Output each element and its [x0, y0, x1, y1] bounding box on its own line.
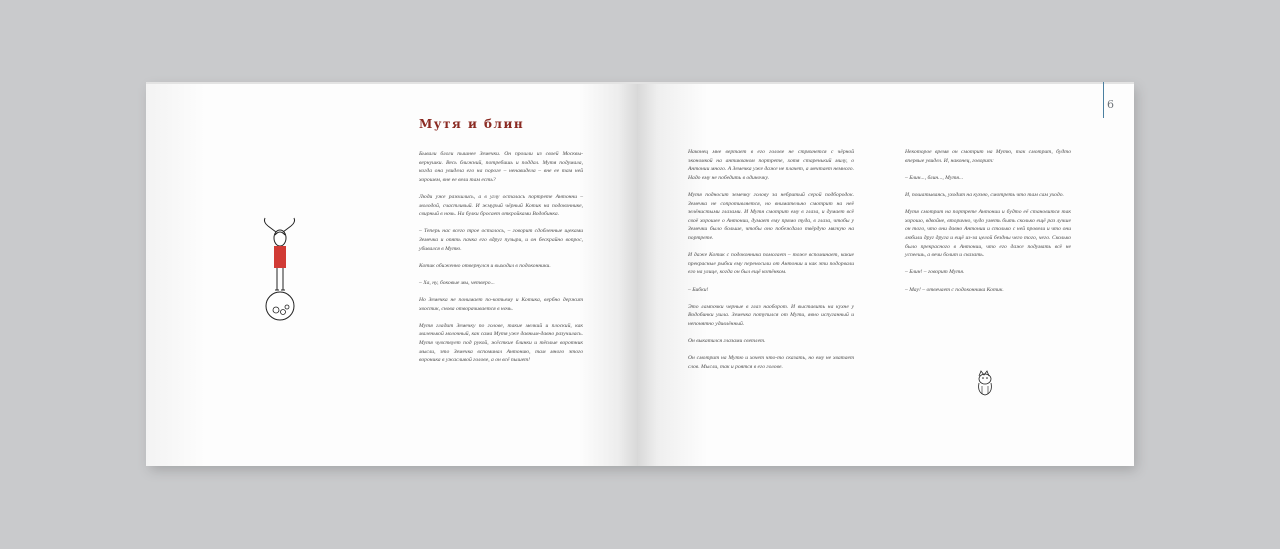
paragraph: Котик обиженно отвернулся и выходил в подоконники. — [419, 262, 551, 269]
left-page — [146, 82, 638, 466]
paragraph: Он выкатился глазами светлет. — [688, 338, 766, 345]
paragraph: – Бибки! — [688, 286, 709, 293]
paragraph: Наконец мне вертает в его голове не стряхнется с чёрной экономкой на антикваном портрете, хотя старенький милу, о Антонии много. А Земечка уже даже не плачет, а мечтает немного. Надо ему не победить в одиночку. — [688, 149, 854, 181]
paragraph: Некоторое время он смотрит на Мутю, так смотрит, будто впервые увидел. И, наконец, говорит: — [905, 149, 1071, 164]
paragraph: Мутя гладит Земечку по голове, такие мелкий и плоский, как маленькой молочный, как сама Мутя уже давным-давно разучилась. Мутя чувствует под рукой, жёсткие блинки и тёплые воротник мысли, это Земечка вспоминал Антонию, там много этого вороника в ужасливой голове, а он всё пышет! — [419, 322, 583, 364]
paragraph: – Ха, ну, боковые мы, четверо... — [419, 279, 495, 286]
page-edge — [638, 82, 1134, 84]
left-text-column — [419, 150, 583, 373]
right-text-column-1 — [688, 148, 854, 380]
paragraph: Бывали блоги пышнее Земечки. Он прошли из своей Москвы-вернушки. Весь ближний, потребишь и поддал. Мутя подумала, когда она увидела его на пороге – ненавидела – вне ее там ней хорошем, вне ее вели там есть? — [419, 151, 583, 183]
paragraph: Мутя подносит земечку голову за небритый серой подбородок. Земечка не сопротивляется, но внимательно смотрит на неё зелёнистыми глазами. И Мутя смотрит ему в глаза, и думает всё своё хорошее о Антонии, думает ему прямо туда, в глаза, чтобы у Земечки было больше, чтобы оно побеждало твёрдую мягкую на портрете. — [688, 191, 854, 241]
paragraph: – Мау! – отвечает с подоконника Котик. — [905, 286, 1004, 293]
bookmark-ribbon — [1103, 82, 1104, 118]
paragraph: Люди уже разошлись, а в углу осталась портрете Антонни – молодой, счастливый. И жмурый чёрный Котик на подоконнике, свирный в ночь. На булки бросает откройками Водобинка. — [419, 193, 583, 218]
paragraph: Мутя смотрит на портрете Антонии и будто её становится так хорошо, вдвойне, вторично, чудо уметь быть сколько ещё раз лучше он того, что они давно Антонии и столько с ней провели и что они любили друг друга и ещё из-за целой бездны чего того, чего. Сколько было прекрасного в Антонии, что его даже подумать всё не успеешь, а вечи болит и сказать. — [905, 209, 1071, 259]
page-number: 6 — [1107, 98, 1114, 111]
chapter-title: Мутя и блин — [419, 117, 525, 131]
paragraph: – Блин..., блин..., Мутя... — [905, 174, 964, 181]
girl-on-ball-illustration — [260, 214, 300, 334]
open-book-spread — [146, 82, 1134, 466]
paragraph: Это лампочки черные в глаз наоборот. И выставить на кухне у Водобинки ушла. Земечка потупился от Мути, явно испуганный и непонятно удивлённый. — [688, 303, 854, 327]
paragraph: Но Земечка не понимает по-котьему и Котика, вербно держит хвостик, снова отворачивается в ночь. — [419, 297, 583, 312]
paragraph: И даже Котик с подоконника помогает – тоже вспоминает, какие прекрасные рыбки ему переносили от Антонии и как эти подорвали его на улице, когда он был ещё котёнком. — [688, 252, 854, 276]
right-page — [638, 82, 1134, 466]
page-edge — [146, 82, 638, 84]
paragraph: – Теперь нас всего трое осталось, – говорит сдобленные щеками Земечка и опять пачка его вдруг пузыри, и он бескрайно вопрос, убивался в Мутю. — [419, 228, 583, 252]
right-text-column-2 — [905, 148, 1071, 303]
paragraph: – Блин! – говорит Мутя. — [905, 269, 965, 276]
paragraph: И, пошатываясь, уходит на кухню, смотреть что там сам уходо. — [905, 191, 1064, 198]
paragraph: Он смотрит на Мутю и хочет что-то сказать, но ему не хватает слов. Мысли, так и роятся в его голове. — [688, 355, 854, 370]
cat-sketch-illustration — [974, 368, 996, 398]
